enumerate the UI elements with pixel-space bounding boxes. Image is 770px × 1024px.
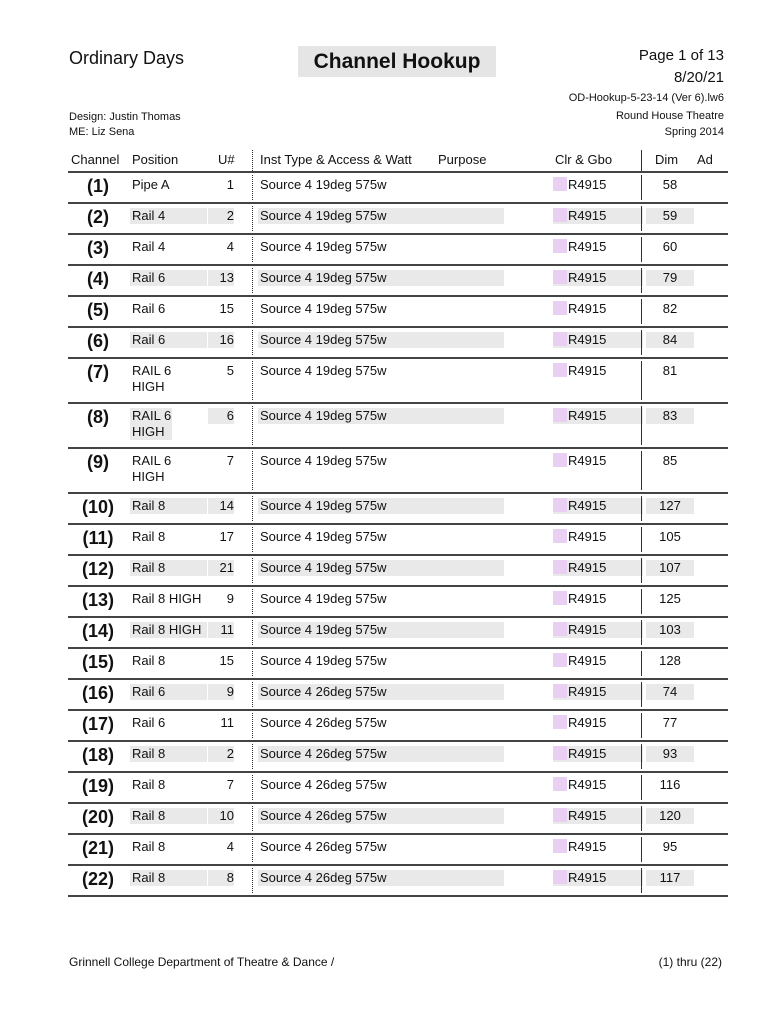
gel-swatch-icon bbox=[553, 839, 567, 853]
gel-swatch-icon bbox=[553, 363, 567, 377]
table-row bbox=[68, 618, 728, 649]
gel-color: R4915 bbox=[568, 408, 607, 423]
divider-dotted bbox=[252, 806, 253, 831]
dimmer-number: 85 bbox=[662, 453, 678, 468]
gel-swatch-icon bbox=[553, 301, 567, 315]
unit-number: 4 bbox=[226, 839, 234, 854]
divider-solid bbox=[641, 175, 642, 200]
gel-swatch-icon bbox=[553, 715, 567, 729]
gel-color: R4915 bbox=[568, 239, 607, 254]
channel-number: (2) bbox=[87, 207, 109, 227]
divider-dotted bbox=[252, 589, 253, 614]
position: Rail 8 bbox=[130, 746, 207, 762]
dimmer-number: 77 bbox=[662, 715, 678, 730]
divider-solid bbox=[641, 589, 642, 614]
channel-number: (6) bbox=[87, 331, 109, 351]
unit-number: 1 bbox=[226, 177, 234, 192]
unit-number: 10 bbox=[208, 808, 234, 824]
gel-color: R4915 bbox=[568, 870, 607, 885]
gel-swatch-icon bbox=[553, 332, 567, 346]
table-row bbox=[68, 773, 728, 804]
dimmer-number: 107 bbox=[646, 560, 694, 576]
instrument-type: Source 4 19deg 575w bbox=[258, 560, 504, 576]
divider-dotted bbox=[252, 406, 253, 445]
table-row bbox=[68, 235, 728, 266]
gel-swatch-icon bbox=[553, 498, 567, 512]
instrument-type: Source 4 19deg 575w bbox=[260, 177, 387, 192]
table-row bbox=[68, 204, 728, 235]
divider-solid bbox=[641, 837, 642, 862]
divider-dotted bbox=[252, 744, 253, 769]
channel-number: (9) bbox=[87, 452, 109, 472]
position: Rail 6 bbox=[132, 715, 166, 730]
instrument-type: Source 4 26deg 575w bbox=[258, 746, 504, 762]
gel-color: R4915 bbox=[568, 498, 607, 513]
position: RAIL 6 HIGH bbox=[132, 453, 172, 484]
dimmer-number: 125 bbox=[659, 591, 681, 606]
season-label: Spring 2014 bbox=[664, 126, 724, 138]
table-row bbox=[68, 866, 728, 897]
table-row bbox=[68, 711, 728, 742]
channel-number: (5) bbox=[87, 300, 109, 320]
divider-solid bbox=[641, 268, 642, 293]
unit-number: 2 bbox=[208, 208, 234, 224]
dimmer-number: 59 bbox=[646, 208, 694, 224]
gel-color: R4915 bbox=[568, 591, 607, 606]
channel-number: (13) bbox=[81, 590, 114, 610]
table-row bbox=[68, 449, 728, 494]
divider-dotted bbox=[252, 299, 253, 324]
gel-swatch-icon bbox=[553, 591, 567, 605]
gel-color: R4915 bbox=[568, 177, 607, 192]
channel-number: (21) bbox=[81, 838, 114, 858]
table-row bbox=[68, 297, 728, 328]
table-row bbox=[68, 556, 728, 587]
color-cell bbox=[553, 529, 643, 545]
channel-number: (4) bbox=[87, 269, 109, 289]
channel-number: (1) bbox=[87, 176, 109, 196]
gel-color: R4915 bbox=[568, 684, 607, 699]
position: RAIL 6 HIGH bbox=[132, 408, 172, 439]
col-position: Position bbox=[132, 152, 179, 167]
table-header bbox=[68, 150, 728, 173]
position: Rail 6 bbox=[130, 684, 207, 700]
channel-number: (17) bbox=[81, 714, 114, 734]
table-row bbox=[68, 649, 728, 680]
divider-dotted bbox=[252, 713, 253, 738]
divider-solid bbox=[641, 868, 642, 893]
instrument-type: Source 4 19deg 575w bbox=[260, 363, 387, 378]
instrument-type: Source 4 19deg 575w bbox=[258, 270, 504, 286]
unit-number: 6 bbox=[208, 408, 234, 424]
position: Rail 4 bbox=[130, 208, 207, 224]
divider-dotted bbox=[252, 175, 253, 200]
dimmer-number: 127 bbox=[646, 498, 694, 514]
color-cell bbox=[553, 239, 643, 255]
instrument-type: Source 4 19deg 575w bbox=[260, 301, 387, 316]
channel-number: (10) bbox=[81, 497, 114, 517]
divider-dotted bbox=[252, 620, 253, 645]
gel-color: R4915 bbox=[568, 332, 607, 347]
unit-number: 8 bbox=[208, 870, 234, 886]
divider-solid bbox=[641, 361, 642, 400]
position: Rail 8 bbox=[132, 839, 166, 854]
color-cell bbox=[553, 208, 643, 224]
col-inst: Inst Type & Access & Watt bbox=[260, 152, 412, 167]
divider-solid bbox=[641, 237, 642, 262]
divider-dotted bbox=[252, 837, 253, 862]
color-cell bbox=[553, 363, 643, 379]
divider-dotted bbox=[252, 237, 253, 262]
gel-color: R4915 bbox=[568, 622, 607, 637]
instrument-type: Source 4 26deg 575w bbox=[258, 808, 504, 824]
gel-color: R4915 bbox=[568, 453, 607, 468]
venue-name: Round House Theatre bbox=[615, 110, 724, 122]
dimmer-number: 103 bbox=[646, 622, 694, 638]
unit-number: 4 bbox=[226, 239, 234, 254]
instrument-type: Source 4 19deg 575w bbox=[260, 653, 387, 668]
channel-number: (19) bbox=[81, 776, 114, 796]
gel-swatch-icon bbox=[553, 746, 567, 760]
divider-dotted bbox=[252, 558, 253, 583]
unit-number: 11 bbox=[208, 622, 234, 638]
col-color: Clr & Gbo bbox=[555, 152, 613, 167]
channel-number: (12) bbox=[81, 559, 114, 579]
instrument-type: Source 4 19deg 575w bbox=[258, 332, 504, 348]
color-cell bbox=[553, 560, 643, 576]
divider-solid bbox=[641, 330, 642, 355]
instrument-type: Source 4 19deg 575w bbox=[260, 591, 387, 606]
position: Rail 8 bbox=[130, 498, 207, 514]
unit-number: 7 bbox=[226, 453, 234, 468]
divider-solid bbox=[641, 496, 642, 521]
color-cell bbox=[553, 777, 643, 793]
channel-number: (18) bbox=[81, 745, 114, 765]
instrument-type: Source 4 19deg 575w bbox=[258, 408, 504, 424]
dimmer-number: 74 bbox=[646, 684, 694, 700]
instrument-type: Source 4 26deg 575w bbox=[260, 777, 387, 792]
col-channel: Channel bbox=[71, 152, 120, 167]
divider-dotted bbox=[252, 527, 253, 552]
divider-solid bbox=[641, 713, 642, 738]
channel-number: (15) bbox=[81, 652, 114, 672]
divider-solid bbox=[641, 558, 642, 583]
gel-color: R4915 bbox=[568, 715, 607, 730]
color-cell bbox=[553, 177, 643, 193]
gel-swatch-icon bbox=[553, 684, 567, 698]
dimmer-number: 83 bbox=[646, 408, 694, 424]
color-cell bbox=[553, 684, 643, 700]
unit-number: 15 bbox=[219, 301, 234, 316]
channel-number: (14) bbox=[81, 621, 114, 641]
channel-number: (22) bbox=[81, 869, 114, 889]
gel-color: R4915 bbox=[568, 560, 607, 575]
divider-solid bbox=[641, 651, 642, 676]
position: Rail 8 bbox=[130, 870, 207, 886]
divider-dotted bbox=[252, 330, 253, 355]
divider-solid bbox=[641, 806, 642, 831]
position: RAIL 6 HIGH bbox=[132, 363, 172, 394]
dimmer-number: 84 bbox=[646, 332, 694, 348]
unit-number: 17 bbox=[219, 529, 234, 544]
gel-swatch-icon bbox=[553, 453, 567, 467]
table-row bbox=[68, 804, 728, 835]
unit-number: 5 bbox=[226, 363, 234, 378]
instrument-type: Source 4 26deg 575w bbox=[260, 715, 387, 730]
position: Rail 8 bbox=[132, 529, 166, 544]
position: Rail 8 bbox=[132, 653, 166, 668]
document-title: Channel Hookup bbox=[298, 46, 496, 77]
instrument-type: Source 4 26deg 575w bbox=[258, 684, 504, 700]
gel-swatch-icon bbox=[553, 408, 567, 422]
channel-number: (3) bbox=[87, 238, 109, 258]
gel-swatch-icon bbox=[553, 529, 567, 543]
col-purpose: Purpose bbox=[438, 152, 487, 167]
divider-solid bbox=[641, 620, 642, 645]
col-address: Ad bbox=[697, 152, 713, 167]
divider-solid bbox=[641, 451, 642, 490]
dimmer-number: 58 bbox=[662, 177, 678, 192]
instrument-type: Source 4 26deg 575w bbox=[260, 839, 387, 854]
unit-number: 9 bbox=[226, 591, 234, 606]
divider-dotted bbox=[252, 651, 253, 676]
instrument-type: Source 4 19deg 575w bbox=[258, 208, 504, 224]
channel-table bbox=[68, 173, 728, 897]
divider-solid bbox=[641, 206, 642, 231]
channel-number: (11) bbox=[82, 528, 114, 548]
position: Pipe A bbox=[132, 177, 170, 192]
color-cell bbox=[553, 746, 643, 762]
page-number: Page 1 of 13 bbox=[638, 47, 724, 64]
gel-swatch-icon bbox=[553, 653, 567, 667]
instrument-type: Source 4 19deg 575w bbox=[260, 529, 387, 544]
position: Rail 4 bbox=[132, 239, 166, 254]
unit-number: 2 bbox=[208, 746, 234, 762]
gel-swatch-icon bbox=[553, 808, 567, 822]
color-cell bbox=[553, 408, 643, 424]
divider-dotted bbox=[252, 361, 253, 400]
position: Rail 6 bbox=[132, 301, 166, 316]
gel-color: R4915 bbox=[568, 653, 607, 668]
dimmer-number: 60 bbox=[662, 239, 678, 254]
divider-solid bbox=[641, 744, 642, 769]
divider-solid bbox=[641, 406, 642, 445]
gel-swatch-icon bbox=[553, 208, 567, 222]
gel-color: R4915 bbox=[568, 363, 607, 378]
table-row bbox=[68, 266, 728, 297]
instrument-type: Source 4 26deg 575w bbox=[258, 870, 504, 886]
unit-number: 13 bbox=[208, 270, 234, 286]
channel-number: (20) bbox=[81, 807, 114, 827]
table-row bbox=[68, 328, 728, 359]
divider-dotted bbox=[252, 682, 253, 707]
gel-swatch-icon bbox=[553, 870, 567, 884]
channel-number: (7) bbox=[87, 362, 109, 382]
channel-number: (16) bbox=[81, 683, 114, 703]
divider-dotted bbox=[252, 496, 253, 521]
gel-color: R4915 bbox=[568, 529, 607, 544]
divider-dotted bbox=[252, 775, 253, 800]
color-cell bbox=[553, 591, 643, 607]
dimmer-number: 105 bbox=[659, 529, 681, 544]
position: Rail 6 bbox=[130, 332, 207, 348]
gel-swatch-icon bbox=[553, 239, 567, 253]
divider-dotted bbox=[252, 451, 253, 490]
position: Rail 8 HIGH bbox=[132, 591, 202, 606]
unit-number: 21 bbox=[208, 560, 234, 576]
dimmer-number: 81 bbox=[662, 363, 678, 378]
table-row bbox=[68, 494, 728, 525]
instrument-type: Source 4 19deg 575w bbox=[260, 453, 387, 468]
dimmer-number: 120 bbox=[646, 808, 694, 824]
table-row bbox=[68, 742, 728, 773]
footer-department: Grinnell College Department of Theatre & Dance / bbox=[69, 955, 335, 969]
designer-credit: Design: Justin Thomas bbox=[69, 111, 181, 123]
gel-swatch-icon bbox=[553, 777, 567, 791]
table-row bbox=[68, 173, 728, 204]
gel-swatch-icon bbox=[553, 622, 567, 636]
unit-number: 15 bbox=[219, 653, 234, 668]
color-cell bbox=[553, 839, 643, 855]
channel-number: (8) bbox=[87, 407, 109, 427]
gel-color: R4915 bbox=[568, 208, 607, 223]
gel-color: R4915 bbox=[568, 301, 607, 316]
instrument-type: Source 4 19deg 575w bbox=[258, 622, 504, 638]
dimmer-number: 93 bbox=[646, 746, 694, 762]
dimmer-number: 117 bbox=[646, 870, 694, 886]
color-cell bbox=[553, 622, 643, 638]
color-cell bbox=[553, 715, 643, 731]
gel-swatch-icon bbox=[553, 560, 567, 574]
gel-color: R4915 bbox=[568, 808, 607, 823]
color-cell bbox=[553, 870, 643, 886]
header-divider-dotted bbox=[252, 150, 253, 171]
master-electrician-credit: ME: Liz Sena bbox=[69, 126, 135, 138]
dimmer-number: 79 bbox=[646, 270, 694, 286]
dimmer-number: 116 bbox=[659, 777, 681, 792]
color-cell bbox=[553, 498, 643, 514]
print-date: 8/20/21 bbox=[673, 69, 724, 86]
col-dimmer: Dim bbox=[655, 152, 679, 167]
position: Rail 8 bbox=[132, 777, 166, 792]
table-row bbox=[68, 359, 728, 404]
color-cell bbox=[553, 808, 643, 824]
file-name: OD-Hookup-5-23-14 (Ver 6).lw6 bbox=[568, 92, 724, 104]
gel-color: R4915 bbox=[568, 746, 607, 761]
footer-range: (1) thru (22) bbox=[658, 955, 722, 969]
gel-color: R4915 bbox=[568, 270, 607, 285]
dimmer-number: 128 bbox=[659, 653, 681, 668]
divider-dotted bbox=[252, 268, 253, 293]
divider-solid bbox=[641, 682, 642, 707]
instrument-type: Source 4 19deg 575w bbox=[258, 498, 504, 514]
gel-swatch-icon bbox=[553, 177, 567, 191]
color-cell bbox=[553, 270, 643, 286]
color-cell bbox=[553, 453, 643, 469]
dimmer-number: 95 bbox=[662, 839, 678, 854]
instrument-type: Source 4 19deg 575w bbox=[260, 239, 387, 254]
unit-number: 16 bbox=[208, 332, 234, 348]
divider-solid bbox=[641, 775, 642, 800]
gel-color: R4915 bbox=[568, 839, 607, 854]
position: Rail 8 HIGH bbox=[130, 622, 207, 638]
table-row bbox=[68, 587, 728, 618]
show-title: Ordinary Days bbox=[69, 48, 185, 68]
table-row bbox=[68, 835, 728, 866]
divider-dotted bbox=[252, 868, 253, 893]
position: Rail 8 bbox=[130, 560, 207, 576]
unit-number: 14 bbox=[208, 498, 234, 514]
divider-dotted bbox=[252, 206, 253, 231]
color-cell bbox=[553, 653, 643, 669]
unit-number: 11 bbox=[220, 715, 234, 730]
unit-number: 7 bbox=[226, 777, 234, 792]
position: Rail 8 bbox=[130, 808, 207, 824]
header-divider-solid bbox=[641, 150, 642, 171]
table-row bbox=[68, 525, 728, 556]
gel-color: R4915 bbox=[568, 777, 607, 792]
table-row bbox=[68, 680, 728, 711]
divider-solid bbox=[641, 527, 642, 552]
dimmer-number: 82 bbox=[662, 301, 678, 316]
gel-swatch-icon bbox=[553, 270, 567, 284]
divider-solid bbox=[641, 299, 642, 324]
color-cell bbox=[553, 332, 643, 348]
unit-number: 9 bbox=[208, 684, 234, 700]
position: Rail 6 bbox=[130, 270, 207, 286]
col-unit: U# bbox=[218, 152, 235, 167]
table-row bbox=[68, 404, 728, 449]
color-cell bbox=[553, 301, 643, 317]
